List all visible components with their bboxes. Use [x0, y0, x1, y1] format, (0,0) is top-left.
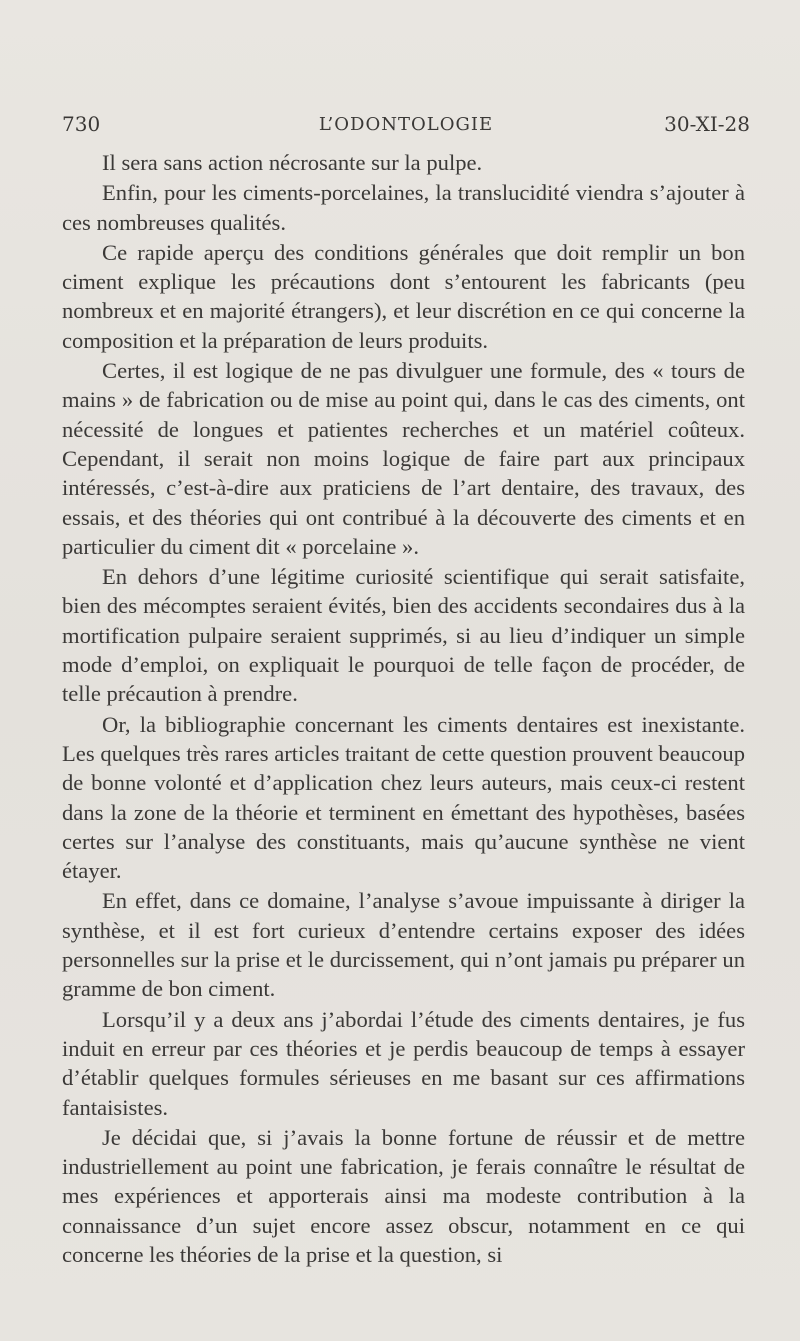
paragraph: Il sera sans action nécrosante sur la pulpe. [102, 150, 483, 175]
paragraph: Enfin, pour les ciments-porcelaines, la translucidité viendra s’ajouter à ces nombreuses qualités. [62, 180, 745, 235]
paragraph: En effet, dans ce domaine, l’analyse s’avoue impuissante à diriger la synthèse, et il est fort curieux d’entendre certains exposer des idées personnelles sur la prise et le durcissement, qui n’ont jamais pu préparer un gramme de bon ciment. [62, 888, 745, 1002]
page-number: 730 [62, 112, 101, 136]
page-header [62, 112, 750, 142]
running-title: L’ODONTOLOGIE [318, 114, 494, 135]
paragraph: Or, la bibliographie concernant les ciments dentaires est inexistante. Les quelques très rares articles traitant de cette question prouvent beaucoup de bonne volonté et d’application chez leurs auteurs, mais ceux-ci restent dans la zone de la théorie et terminent en émettant des hypothèses, basées certes sur l’analyse des constituants, mais qu’aucune synthèse ne vient étayer. [62, 711, 745, 884]
issue-date: 30-XI-28 [664, 112, 750, 136]
paragraph: Je décidai que, si j’avais la bonne fortune de réussir et de mettre industriellement au point une fabrication, je ferais connaître le résultat de mes expériences et apporterais ainsi ma modeste contribution à la connaissance d’un sujet encore assez obscur, notamment en ce qui concerne les théories de la prise et la question, si [62, 1124, 745, 1267]
paragraph: Lorsqu’il y a deux ans j’abordai l’étude des ciments dentaires, je fus induit en erreur par ces théories et je perdis beaucoup de temps à essayer d’établir quelques formules sérieuses en me basant sur ces affirmations fantaisistes. [62, 1006, 745, 1120]
paragraph: En dehors d’une légitime curiosité scientifique qui serait satisfaite, bien des mécomptes seraient évités, bien des accidents secondaires dus à la mortification pulpaire seraient supprimés, si au lieu d’indiquer un simple mode d’emploi, on expliquait le pourquoi de telle façon de procéder, de telle précaution à prendre. [62, 564, 745, 707]
body-text [62, 148, 745, 1269]
paragraph: Certes, il est logique de ne pas divulguer une formule, des « tours de mains » de fabrication ou de mise au point qui, dans le cas des ciments, ont nécessité de longues et patientes recherches et un matériel coûteux. Cependant, il serait non moins logique de faire part aux principaux intéressés, c’est-à-dire aux praticiens de l’art dentaire, des travaux, des essais, et des théories qui ont contribué à la découverte des ciments et en particulier du ciment dit « porcelaine ». [62, 358, 745, 559]
paragraph: Ce rapide aperçu des conditions générales que doit remplir un bon ciment explique les précautions dont s’entourent les fabricants (peu nombreux et en majorité étrangers), et leur discrétion en ce qui concerne la composition et la préparation de leurs produits. [62, 239, 745, 353]
